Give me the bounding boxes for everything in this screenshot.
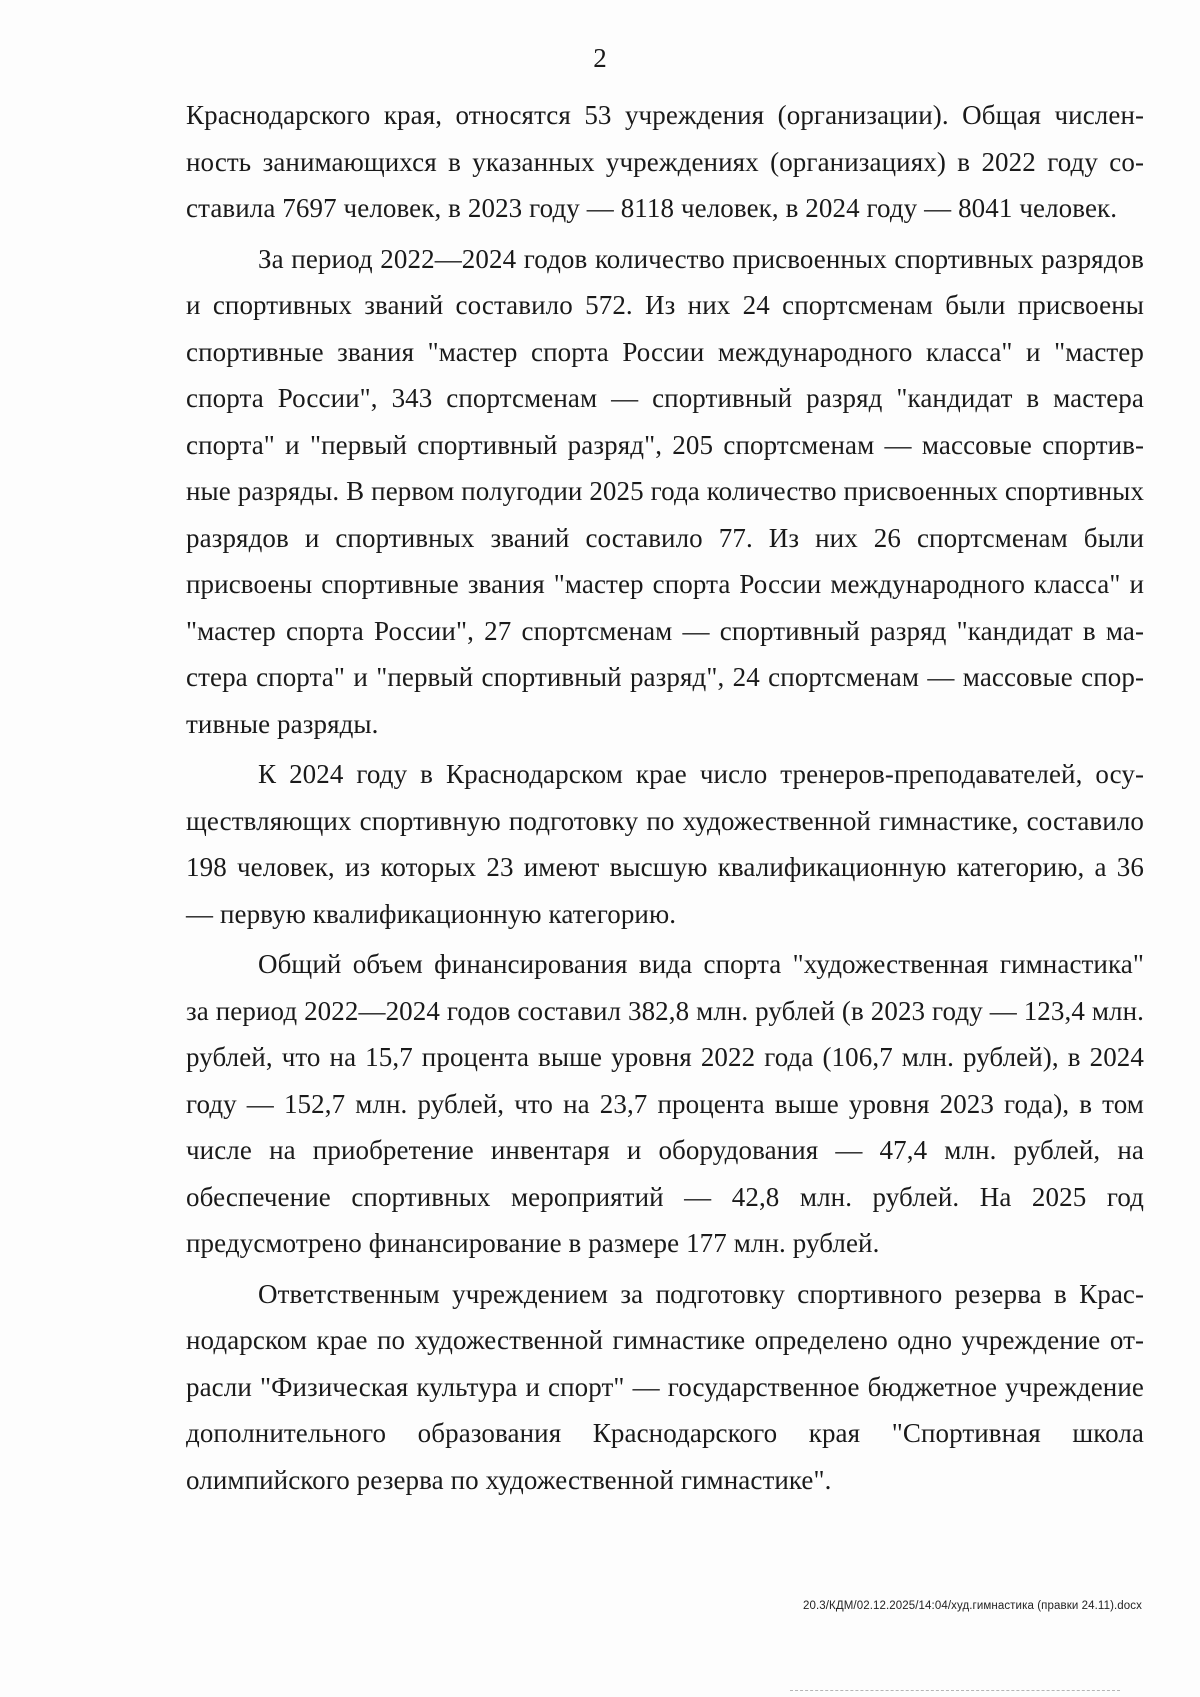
paragraph-institutions: Краснодарского края, относятся 53 учреждения (организации). Общая численность занимающихся в указанных учреждениях (организациях) в 2022 году составила 7697 человек, в 2023 году — 8118 человек, в 2024 году — 8041 человек. <box>186 100 1144 223</box>
scan-artifact-line <box>790 1690 1120 1691</box>
paragraph-sport-ranks: За период 2022—2024 годов количество присвоенных спортивных разрядов и спортивных званий составило 572. Из них 24 спортсменам были присвоены спортивные звания "мастер спорта России международного класса" и "мастер спорта России", 343 спортсменам — спортивный разряд "кандидат в мастера спорта" и "первый спортивный разряд", 205 спортсменам — массовые спортивные разряды. В первом полугодии 2025 года количество присвоенных спортивных разрядов и спортивных званий составило 77. Из них 26 спортсменам были присвоены спортивные звания "мастер спорта России международного класса" и "мастер спорта России", 27 спортсменам — спортивный разряд "кандидат в мастера спорта" и "первый спортивный разряд", 24 спортсменам — массовые спортивные разряды. <box>186 243 1144 739</box>
page-number: 2 <box>593 43 607 73</box>
paragraph-coaches: К 2024 году в Краснодарском крае число тренеров-преподавателей, осуществляющих спортивную подготовку по художественной гимнастике, составило 198 человек, из которых 23 имеют высшую квалификационную категорию, а 36 — первую квалификационную категорию. <box>186 759 1144 929</box>
paragraph-financing: Общий объем финансирования вида спорта "художественная гимнастика" за период 2022—2024 годов составил 382,8 млн. рублей (в 2023 году — 123,4 млн. рублей, что на 15,7 процента выше уровня 2022 года (106,7 млн. рублей), в 2024 году — 152,7 млн. рублей, что на 23,7 процента выше уровня 2023 года), в том числе на приобретение инвентаря и оборудования — 47,4 млн. рублей, на обеспечение спортивных мероприятий — 42,8 млн. рублей. На 2025 год предусмотрено финансирование в размере 177 млн. рублей. <box>186 949 1144 1258</box>
paragraph-responsible-institution: Ответственным учреждением за подготовку спортивного резерва в Краснодарском крае по художественной гимнастике определено одно учреждение отрасли "Физическая культура и спорт" — государственное бюджетное учреждение дополнительного образования Краснодарского края "Спортивная школа олимпийского резерва по художественной гимнастике". <box>186 1278 1144 1495</box>
document-body <box>186 92 1144 1507</box>
file-path-stamp: 20.3/КДМ/02.12.2025/14:04/худ.гимнастика (правки 24.11).docx <box>802 1600 1142 1612</box>
